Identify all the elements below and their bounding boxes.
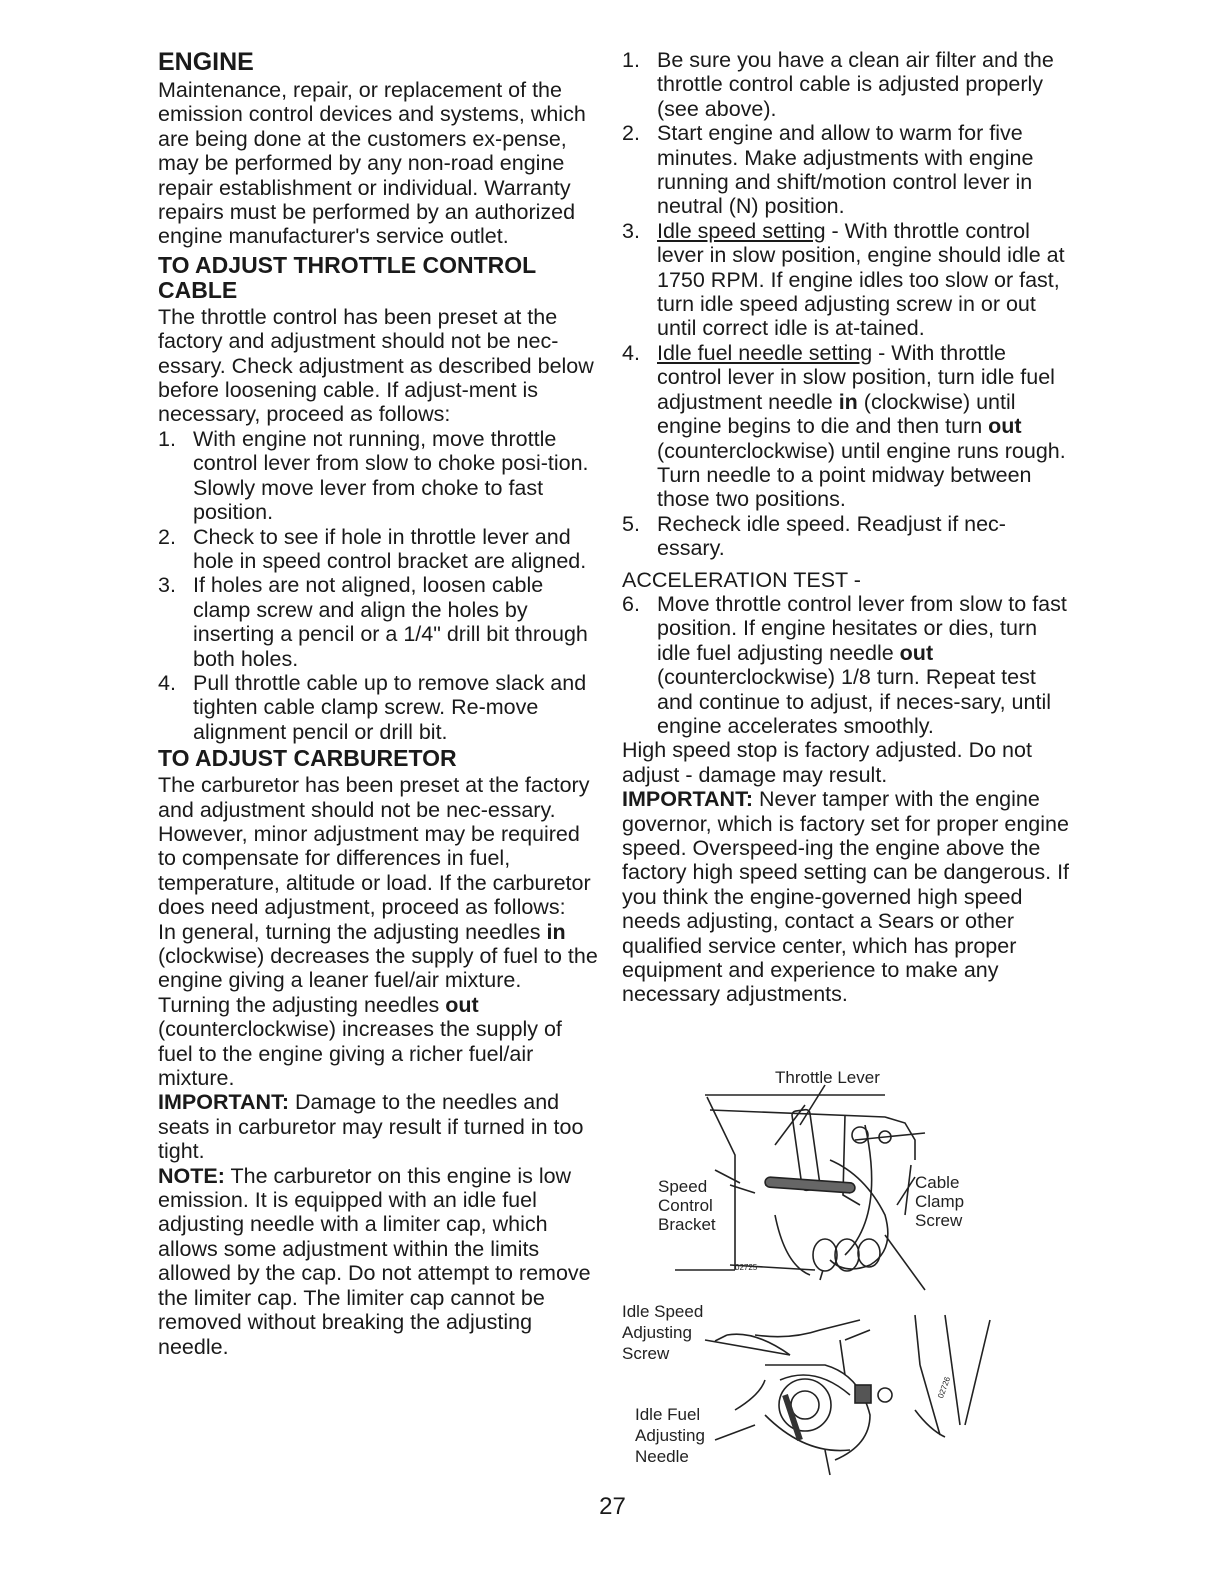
carburetor-step	[622, 121, 1070, 219]
throttle-step	[158, 671, 598, 744]
step-text: Be sure you have a clean air filter and the throttle control cable is adjusted properly (see above).	[657, 48, 1054, 121]
speed-label-line1: Speed	[658, 1177, 708, 1196]
step-out: out	[899, 640, 934, 665]
step-text: With engine not running, move throttle control lever from slow to choke posi-tion. Slowly move lever from choke to fast position.	[193, 426, 589, 525]
cable-label-line2: Clamp	[915, 1192, 965, 1211]
needles-in: in	[546, 919, 566, 944]
carburetor-paragraph: The carburetor has been preset at the factory and adjustment should not be nec-essary. However, minor adjustment may be required to compensate for differences in fuel, temperature, altitude or load. If the carburetor does need adjustment, proceed as follows:	[158, 773, 591, 920]
step-number: 2.	[622, 121, 640, 146]
governor-paragraph	[622, 787, 1070, 1007]
step-number: 4.	[158, 670, 176, 695]
needles-out: out	[445, 992, 479, 1017]
note-label: NOTE:	[158, 1163, 225, 1188]
cable-label-line3: Screw	[915, 1211, 963, 1230]
step-out: out	[988, 414, 1022, 439]
cable-label-line1: Cable	[915, 1173, 960, 1192]
idle-speed-label-line3: Screw	[622, 1344, 670, 1363]
step-number: 2.	[158, 524, 176, 549]
step-text-b: (counterclockwise) 1/8 turn. Repeat test and continue to adjust, if neces-sary, until engine accelerates smoothly.	[657, 665, 1051, 738]
page-number: 27	[599, 1493, 626, 1520]
speed-label-line3: Bracket	[658, 1215, 716, 1234]
engine-heading: ENGINE	[158, 48, 254, 76]
step-number: 1.	[158, 426, 176, 451]
acceleration-steps	[622, 592, 1070, 738]
throttle-heading: TO ADJUST THROTTLE CONTROL CABLE	[158, 251, 536, 303]
needles-paragraph	[158, 920, 598, 1091]
figure2-code: 02726	[936, 1375, 953, 1400]
note-paragraph	[158, 1164, 598, 1359]
speed-label-line2: Control	[658, 1196, 713, 1215]
important-paragraph	[158, 1090, 598, 1163]
step-text: If holes are not aligned, loosen cable clamp screw and align the holes by inserting a pencil or a 1/4" drill bit through both holes.	[193, 573, 588, 671]
needles-text-a: In general, turning the adjusting needles	[158, 919, 541, 944]
step-number: 5.	[622, 511, 640, 536]
step-number: 3.	[158, 573, 176, 598]
step-text: - With throttle control lever in slow position, engine should idle at 1750 RPM. If engine idles too slow or fast, turn idle speed adjusting screw in or out until correct idle is at-tained.	[657, 218, 1065, 341]
high-speed-paragraph: High speed stop is factory adjusted. Do not adjust - damage may result.	[622, 738, 1032, 787]
step-text: Recheck idle speed. Readjust if nec-essary.	[657, 511, 1006, 561]
step-text: Start engine and allow to warm for five minutes. Make adjustments with engine running and shift/motion control lever in neutral (N) position.	[657, 121, 1034, 219]
step-title: Idle fuel needle setting	[657, 340, 873, 365]
note-text: The carburetor on this engine is low emission. It is equipped with an idle fuel adjusting needle with a limiter cap, which allows some adjustment within the limits allowed by the cap. Do not attempt to remove the limiter cap. The limiter cap cannot be removed without breaking the adjusting needle.	[158, 1163, 591, 1359]
important-label: IMPORTANT:	[158, 1090, 289, 1115]
step-text-a: Move throttle control lever from slow to fast position. If engine hesitates or dies, turn idle fuel adjusting needle	[657, 591, 1067, 665]
throttle-lever-label: Throttle Lever	[775, 1068, 880, 1087]
engine-paragraph: Maintenance, repair, or replacement of the emission control devices and systems, which are being done at the customers ex-pense, may be performed by any non-road engine repair establishment or individual. Warranty repairs must be performed by an authorized engine manufacturer's service outlet.	[158, 78, 586, 249]
carburetor-step	[622, 341, 1070, 512]
step-text: Pull throttle cable up to remove slack and tighten cable clamp screw. Re-move alignment pencil or drill bit.	[193, 670, 587, 744]
carburetor-step	[622, 219, 1070, 341]
step-number: 1.	[622, 48, 640, 72]
step-number: 6.	[622, 591, 640, 616]
carburetor-figures	[615, 1065, 1085, 1485]
carburetor-heading: TO ADJUST CARBURETOR	[158, 745, 457, 772]
needles-text-b: (clockwise) decreases the supply of fuel to the engine giving a leaner fuel/air mixture. Turning the adjusting needles	[158, 944, 598, 1017]
throttle-step	[158, 525, 598, 574]
idle-speed-label-line2: Adjusting	[622, 1323, 692, 1342]
throttle-step	[158, 573, 598, 671]
carburetor-steps	[622, 48, 1070, 561]
idle-fuel-label-line1: Idle Fuel	[635, 1405, 701, 1424]
step-text-b: (clockwise) until engine begins to die and then turn	[657, 389, 1016, 439]
carburetor-step	[622, 48, 1070, 121]
idle-fuel-label-line3: Needle	[635, 1447, 689, 1466]
idle-speed-label-line1: Idle Speed	[622, 1302, 704, 1321]
acceleration-heading: ACCELERATION TEST -	[622, 567, 861, 592]
idle-fuel-label-line2: Adjusting	[635, 1426, 705, 1445]
throttle-steps	[158, 427, 598, 744]
step-number: 4.	[622, 340, 640, 365]
throttle-step	[158, 427, 598, 525]
step-text-c: (counterclockwise) until engine runs rough. Turn needle to a point midway between those two positions.	[657, 438, 1066, 512]
step-text: Check to see if hole in throttle lever and hole in speed control bracket are aligned.	[193, 524, 587, 573]
step-number: 3.	[622, 218, 640, 243]
step-title: Idle speed setting	[657, 218, 826, 243]
needles-text-c: (counterclockwise) increases the supply of fuel to the engine giving a richer fuel/air mixture.	[158, 1017, 562, 1091]
figure1-code: 02725	[735, 1263, 758, 1272]
left-column	[158, 48, 598, 1359]
throttle-intro: The throttle control has been preset at the factory and adjustment should not be nec-essary. Check adjustment as described below before loosening cable. If adjust-ment is necessary, proceed as follows:	[158, 304, 594, 427]
step-in: in	[838, 389, 858, 414]
carburetor-step	[622, 512, 1070, 561]
important-text: Damage to the needles and seats in carburetor may result if turned in too tight.	[158, 1090, 584, 1164]
right-column	[622, 48, 1070, 1007]
step-text-a: - With throttle control lever in slow position, turn idle fuel adjustment needle	[657, 340, 1055, 414]
acceleration-step	[622, 592, 1070, 738]
important-label: IMPORTANT:	[622, 787, 753, 812]
important-text: Never tamper with the engine governor, which is factory set for proper engine speed. Overspeed-ing the engine above the factory high speed setting can be dangerous. If you think the engine-governed high speed needs adjusting, contact a Sears or other qualified service center, which has proper equipment and experience to make any necessary adjustments.	[622, 787, 1070, 1007]
